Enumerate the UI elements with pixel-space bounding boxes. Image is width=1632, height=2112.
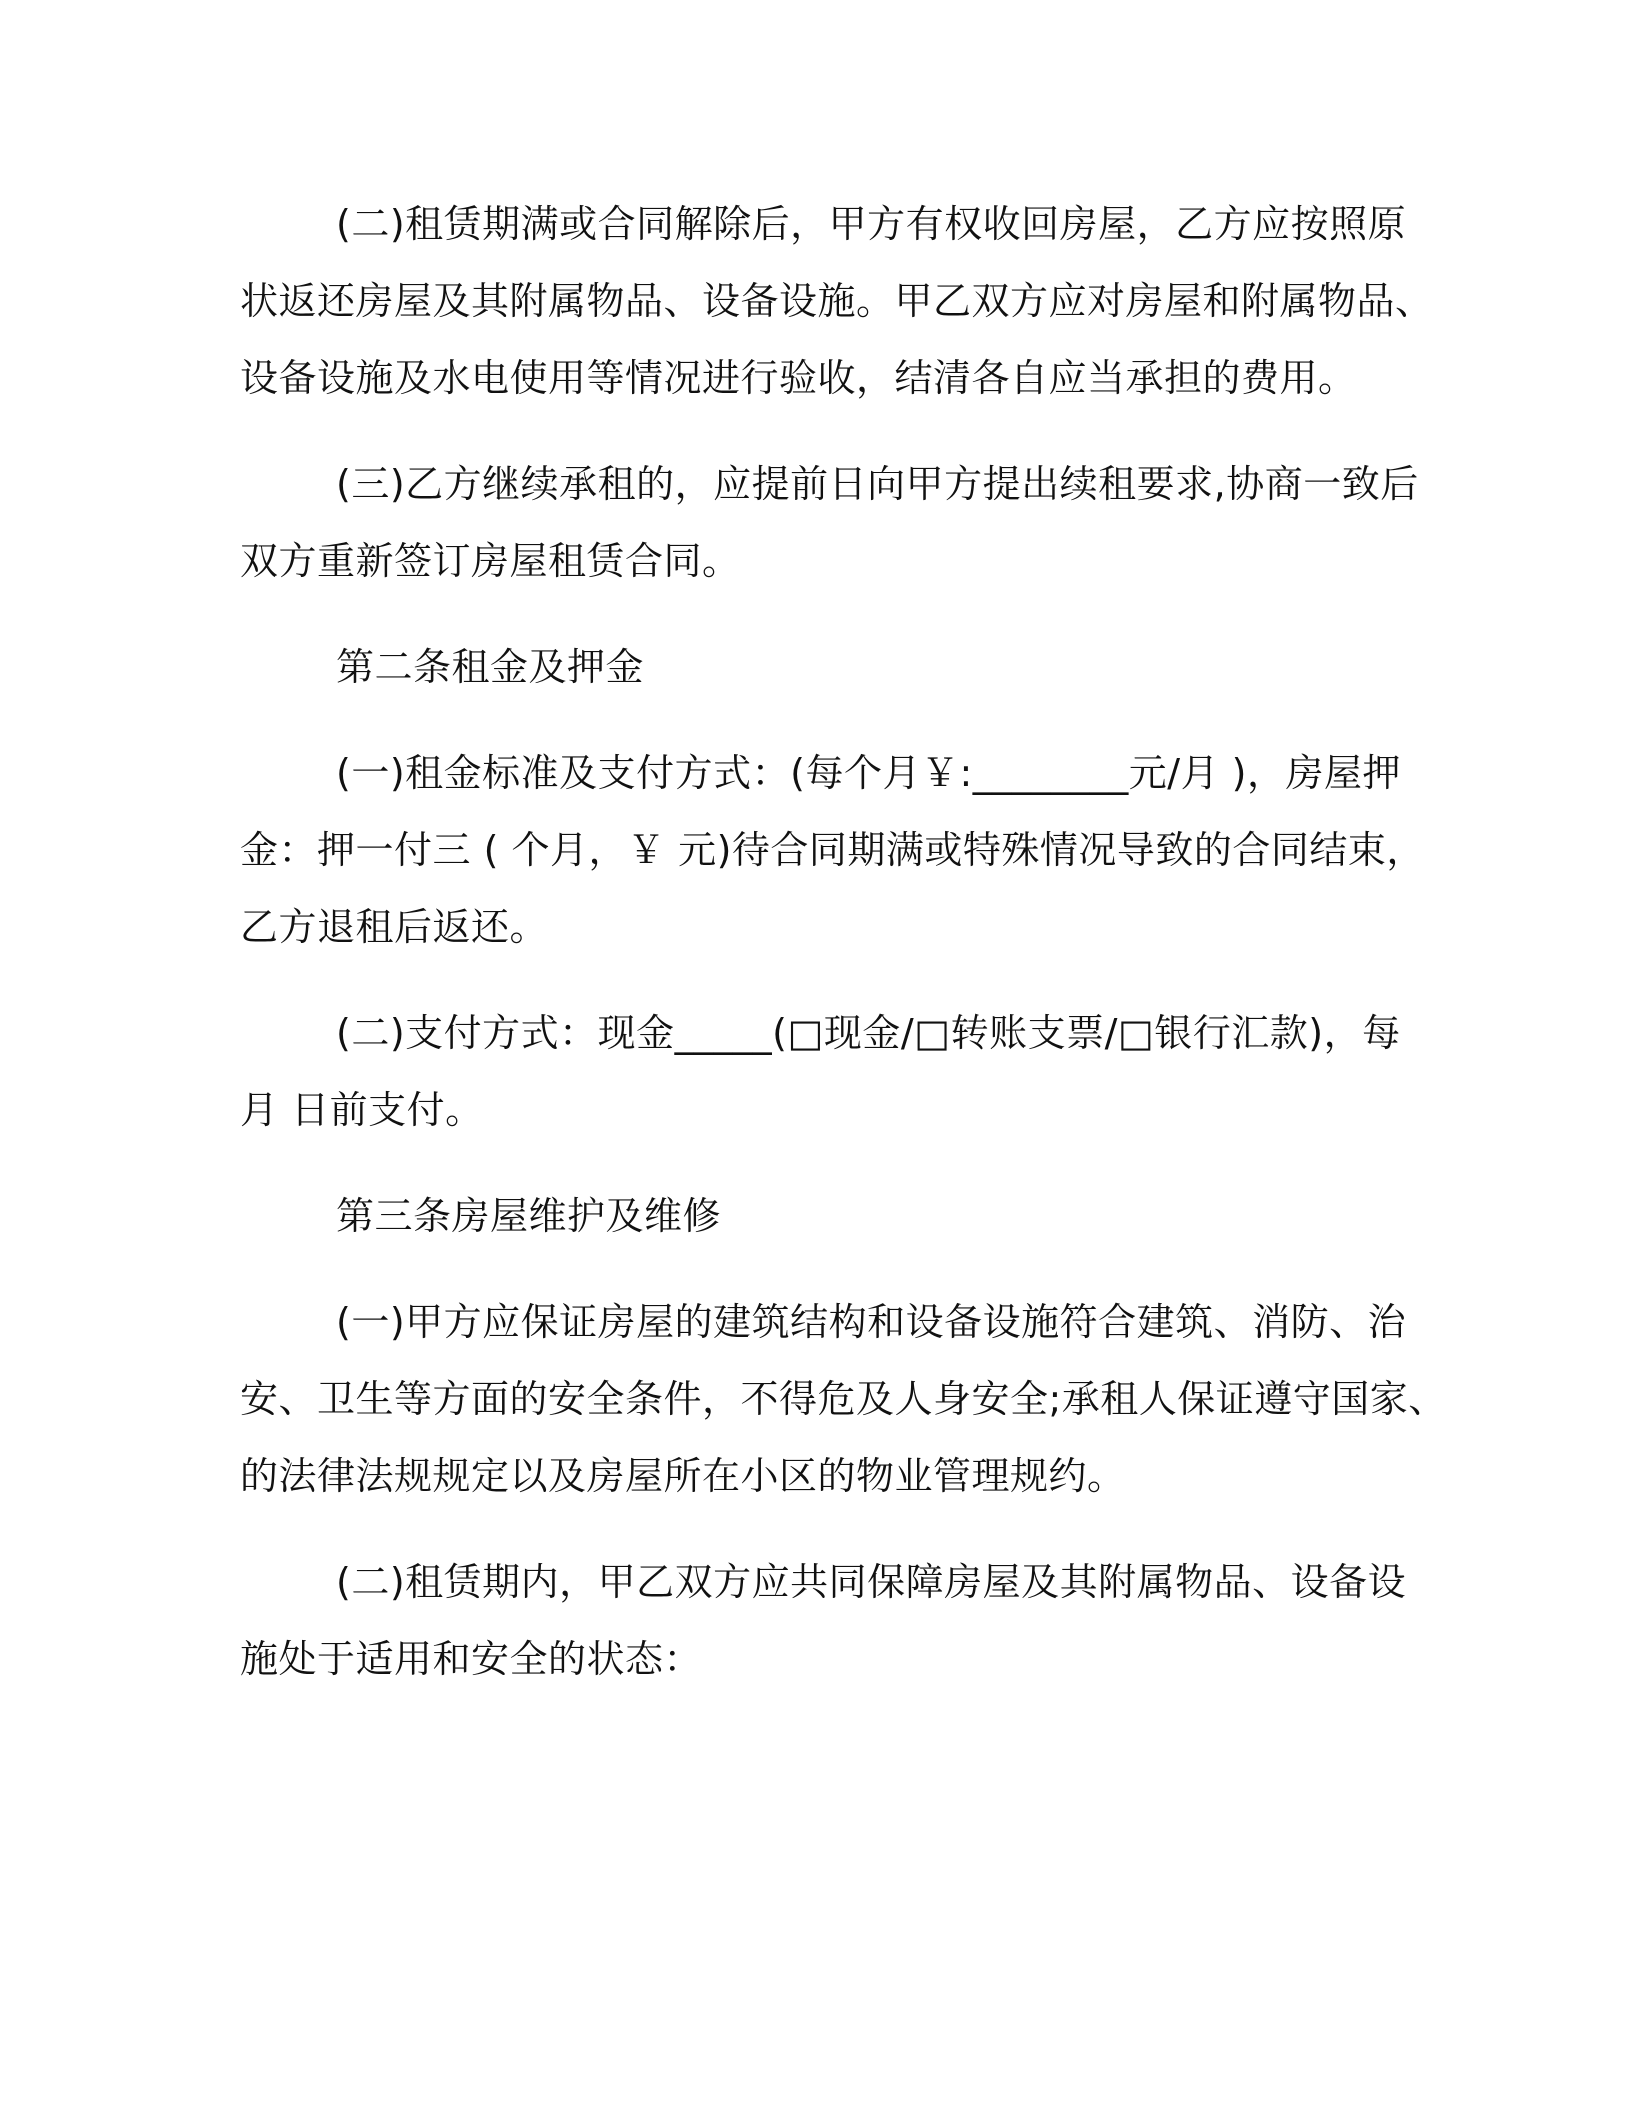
text-line: (三)乙方继续承租的，应提前日向甲方提出续租要求,协商一致后 <box>336 462 1419 506</box>
paragraph-lease-renewal <box>240 446 1419 600</box>
text-line: 月 日前支付。 <box>240 1088 484 1132</box>
text-line: 施处于适用和安全的状态： <box>240 1637 703 1681</box>
text-line: (二)支付方式：现金_____(□现金/□转账支票/□银行汇款)，每 <box>336 1011 1401 1055</box>
text-line: (一)租金标准及支付方式：(每个月￥:________元/月 )，房屋押 <box>336 751 1401 795</box>
text-line: 状返还房屋及其附属物品、设备设施。甲乙双方应对房屋和附属物品、 <box>240 279 1434 323</box>
paragraph-lease-expiry-return <box>240 186 1434 417</box>
paragraph-joint-safety <box>240 1544 1407 1698</box>
text-line: 安、卫生等方面的安全条件，不得危及人身安全;承租人保证遵守国家、 <box>240 1377 1447 1421</box>
paragraph-rent-standard <box>240 735 1425 966</box>
text-line: 乙方退租后返还。 <box>240 905 549 949</box>
text-line: 设备设施及水电使用等情况进行验收，结清各自应当承担的费用。 <box>240 356 1357 400</box>
text-line: 双方重新签订房屋租赁合同。 <box>240 539 741 583</box>
text-line: (二)租赁期内，甲乙双方应共同保障房屋及其附属物品、设备设 <box>336 1560 1407 1604</box>
paragraph-landlord-safety <box>240 1284 1447 1515</box>
text-line: 的法律法规规定以及房屋所在小区的物业管理规约。 <box>240 1454 1126 1498</box>
text-line: (二)租赁期满或合同解除后，甲方有权收回房屋，乙方应按照原 <box>336 202 1407 246</box>
text-line: 金：押一付三 ( 个月，￥ 元)待合同期满或特殊情况导致的合同结束， <box>240 828 1425 872</box>
section-heading-maintenance: 第三条房屋维护及维修 <box>336 1194 722 1238</box>
paragraph-payment-method <box>240 995 1400 1149</box>
document-page <box>240 186 1447 1698</box>
section-heading-rent-deposit: 第二条租金及押金 <box>336 645 645 689</box>
text-line: (一)甲方应保证房屋的建筑结构和设备设施符合建筑、消防、治 <box>336 1300 1407 1344</box>
